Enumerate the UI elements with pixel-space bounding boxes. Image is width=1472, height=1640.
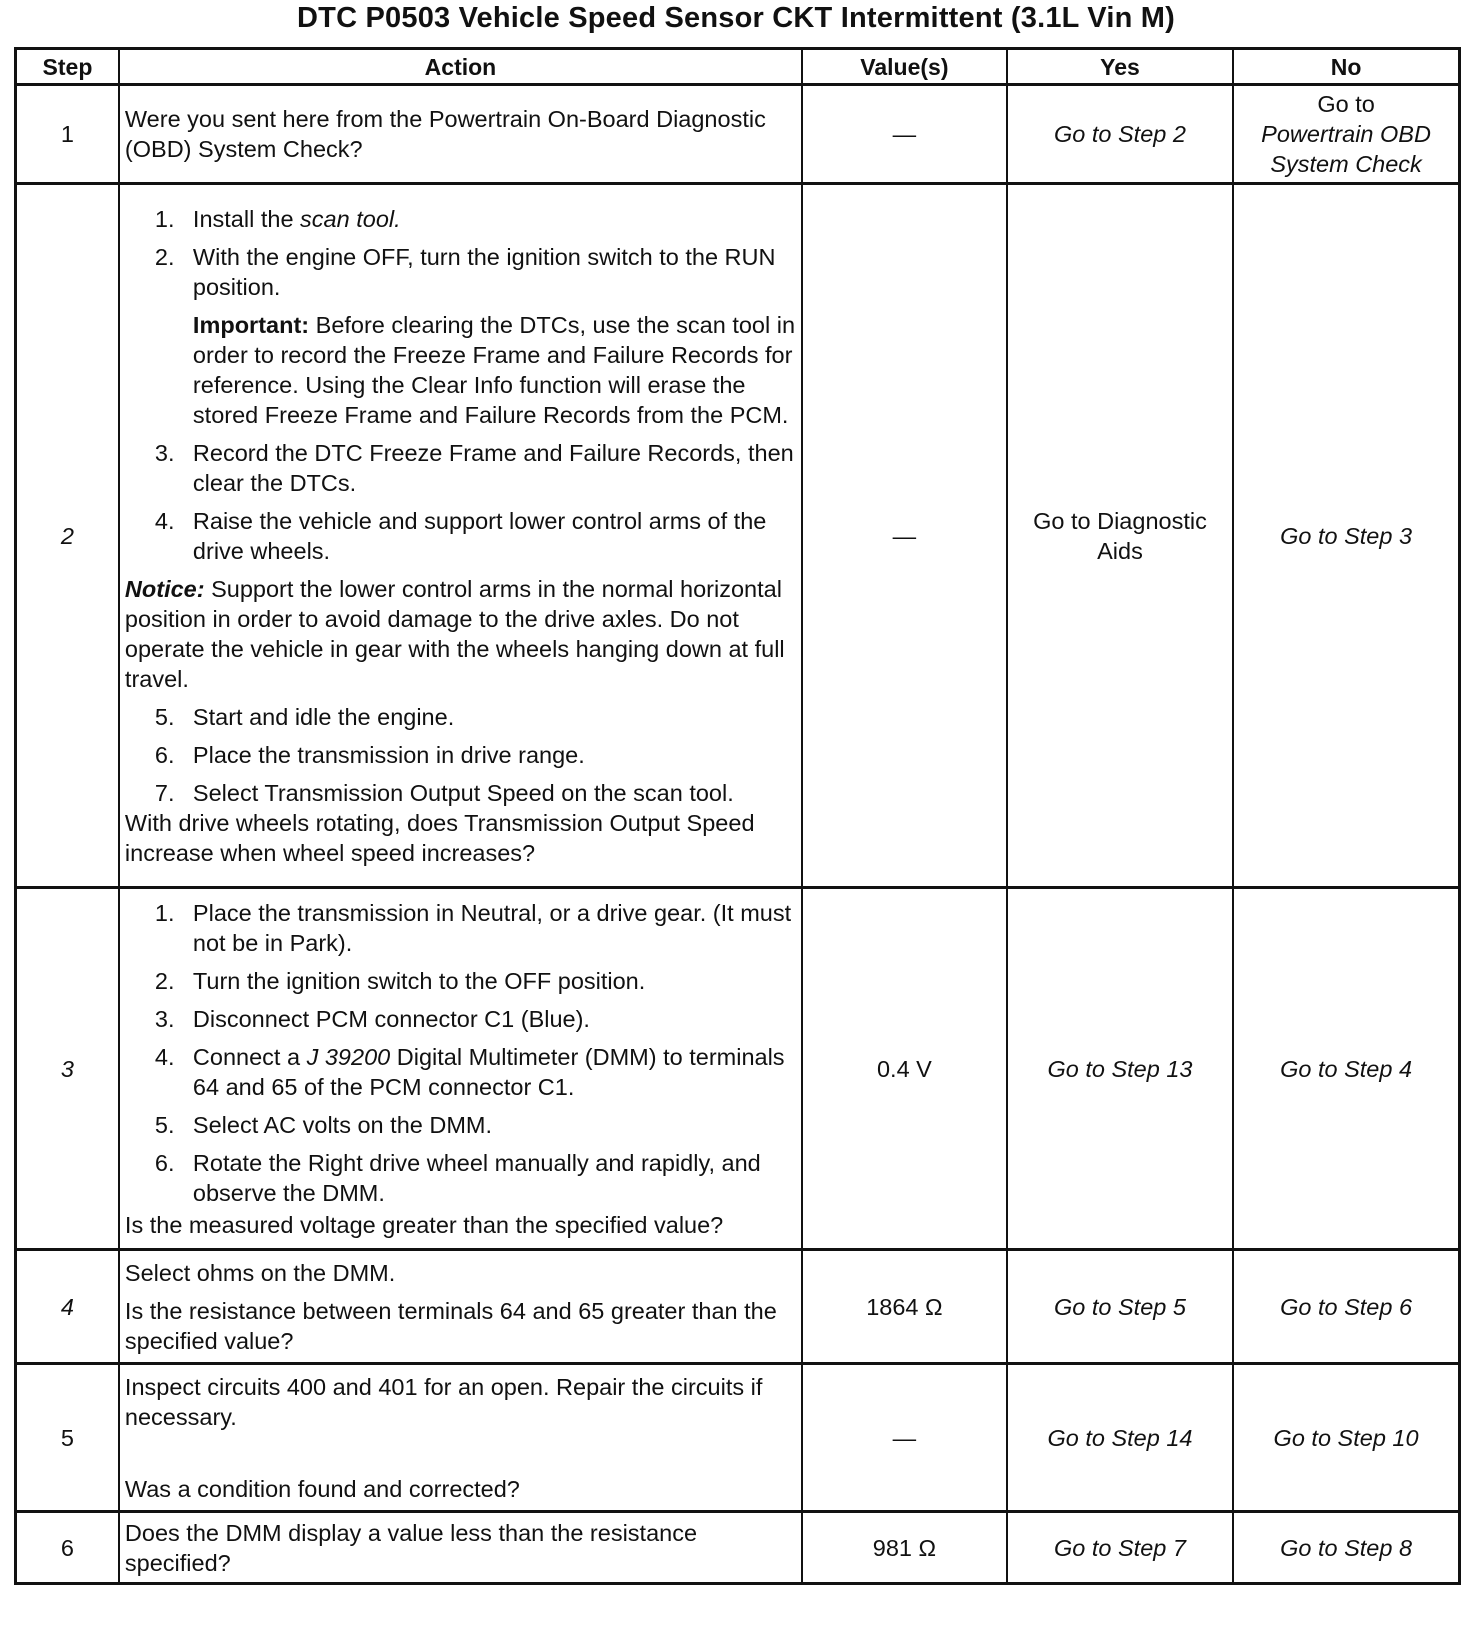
step-number: 6 xyxy=(16,1512,119,1584)
table-row xyxy=(16,1364,1460,1512)
list-item: 2. With the engine OFF, turn the ignition switch to the RUN position. xyxy=(154,243,776,300)
step-question: Is the resistance between terminals 64 and 65 greater than the specified value? xyxy=(124,1297,777,1354)
value-cell: — xyxy=(802,85,1007,184)
value-cell: 0.4 V xyxy=(802,888,1007,1250)
action-cell xyxy=(119,1250,802,1364)
important-note: Important: Before clearing the DTCs, use the scan tool in order to record the Freeze Frame and Failure Records for reference. Using the Clear Info function will erase the stored Freeze Frame and Failure Records from the PCM. xyxy=(192,311,796,428)
step-number: 2 xyxy=(16,184,119,888)
no-cell: Go to Step 4 xyxy=(1233,888,1459,1250)
table-row xyxy=(16,888,1460,1250)
action-cell xyxy=(119,85,802,184)
instruction-list xyxy=(125,702,796,808)
action-text: Select ohms on the DMM. xyxy=(124,1259,396,1286)
header-yes: Yes xyxy=(1007,49,1233,85)
list-item: 1. Install the scan tool. xyxy=(154,205,401,232)
list-item: 2. Turn the ignition switch to the OFF position. xyxy=(154,967,646,994)
no-link: Powertrain OBD System Check xyxy=(1261,121,1431,177)
table-row xyxy=(16,1512,1460,1584)
yes-cell: Go to Step 14 xyxy=(1007,1364,1233,1512)
list-item: 5. Select AC volts on the DMM. xyxy=(154,1111,493,1138)
list-item: 4. Raise the vehicle and support lower control arms of the drive wheels. xyxy=(154,507,767,564)
header-step: Step xyxy=(16,49,119,85)
table-row xyxy=(16,184,1460,888)
value-cell: — xyxy=(802,184,1007,888)
no-cell: Go to Step 6 xyxy=(1233,1250,1459,1364)
step-question: With drive wheels rotating, does Transmission Output Speed increase when wheel speed increases? xyxy=(124,809,755,866)
list-item: 6. Rotate the Right drive wheel manually and rapidly, and observe the DMM. xyxy=(154,1149,761,1206)
instruction-list xyxy=(125,438,796,566)
step-number: 1 xyxy=(16,85,119,184)
yes-cell: Go to Step 5 xyxy=(1007,1250,1233,1364)
step-question: Were you sent here from the Powertrain On-Board Diagnostic (OBD) System Check? xyxy=(124,106,766,162)
header-no: No xyxy=(1233,49,1459,85)
list-item: 3. Disconnect PCM connector C1 (Blue). xyxy=(154,1005,590,1032)
yes-cell: Go to Step 2 xyxy=(1007,85,1233,184)
header-action: Action xyxy=(119,49,802,85)
value-cell: — xyxy=(802,1364,1007,1512)
diagnostic-table xyxy=(14,47,1461,1585)
no-prefix: Go to xyxy=(1317,91,1375,117)
instruction-list xyxy=(125,204,796,302)
no-cell: Go to Step 10 xyxy=(1233,1364,1459,1512)
no-cell: Go to Step 3 xyxy=(1233,184,1459,888)
list-item: 4. Connect a J 39200 Digital Multimeter (DMM) to terminals 64 and 65 of the PCM connector C1. xyxy=(154,1043,785,1100)
yes-cell: Go to Diagnostic Aids xyxy=(1007,184,1233,888)
step-question: Was a condition found and corrected? xyxy=(124,1475,520,1502)
step-question: Is the measured voltage greater than the specified value? xyxy=(124,1211,724,1238)
step-question: Does the DMM display a value less than the resistance specified? xyxy=(124,1519,698,1576)
list-item: 1. Place the transmission in Neutral, or a drive gear. (It must not be in Park). xyxy=(154,899,792,956)
no-cell: Go to Step 8 xyxy=(1233,1512,1459,1584)
step-number: 4 xyxy=(16,1250,119,1364)
step-number: 5 xyxy=(16,1364,119,1512)
list-item: 5. Start and idle the engine. xyxy=(154,703,455,730)
action-cell xyxy=(119,184,802,888)
step-number: 3 xyxy=(16,888,119,1250)
table-row xyxy=(16,85,1460,184)
header-row xyxy=(16,49,1460,85)
list-item: 7. Select Transmission Output Speed on the scan tool. xyxy=(154,779,734,806)
value-cell: 981 Ω xyxy=(802,1512,1007,1584)
action-cell xyxy=(119,888,802,1250)
table-row xyxy=(16,1250,1460,1364)
action-cell xyxy=(119,1364,802,1512)
yes-cell: Go to Step 7 xyxy=(1007,1512,1233,1584)
notice-note: Notice: Support the lower control arms in the normal horizontal position in order to avoid damage to the drive axles. Do not operate the vehicle in gear with the wheels hanging down at full travel. xyxy=(124,575,785,692)
list-item: 3. Record the DTC Freeze Frame and Failure Records, then clear the DTCs. xyxy=(154,439,794,496)
instruction-list xyxy=(125,898,796,1208)
yes-cell: Go to Step 13 xyxy=(1007,888,1233,1250)
value-cell: 1864 Ω xyxy=(802,1250,1007,1364)
document-title: DTC P0503 Vehicle Speed Sensor CKT Intermittent (3.1L Vin M) xyxy=(297,2,1175,34)
action-cell xyxy=(119,1512,802,1584)
action-text: Inspect circuits 400 and 401 for an open. Repair the circuits if necessary. xyxy=(124,1373,763,1430)
spacer xyxy=(125,1432,796,1474)
no-cell xyxy=(1233,85,1459,184)
list-item: 6. Place the transmission in drive range. xyxy=(154,741,585,768)
header-value: Value(s) xyxy=(802,49,1007,85)
